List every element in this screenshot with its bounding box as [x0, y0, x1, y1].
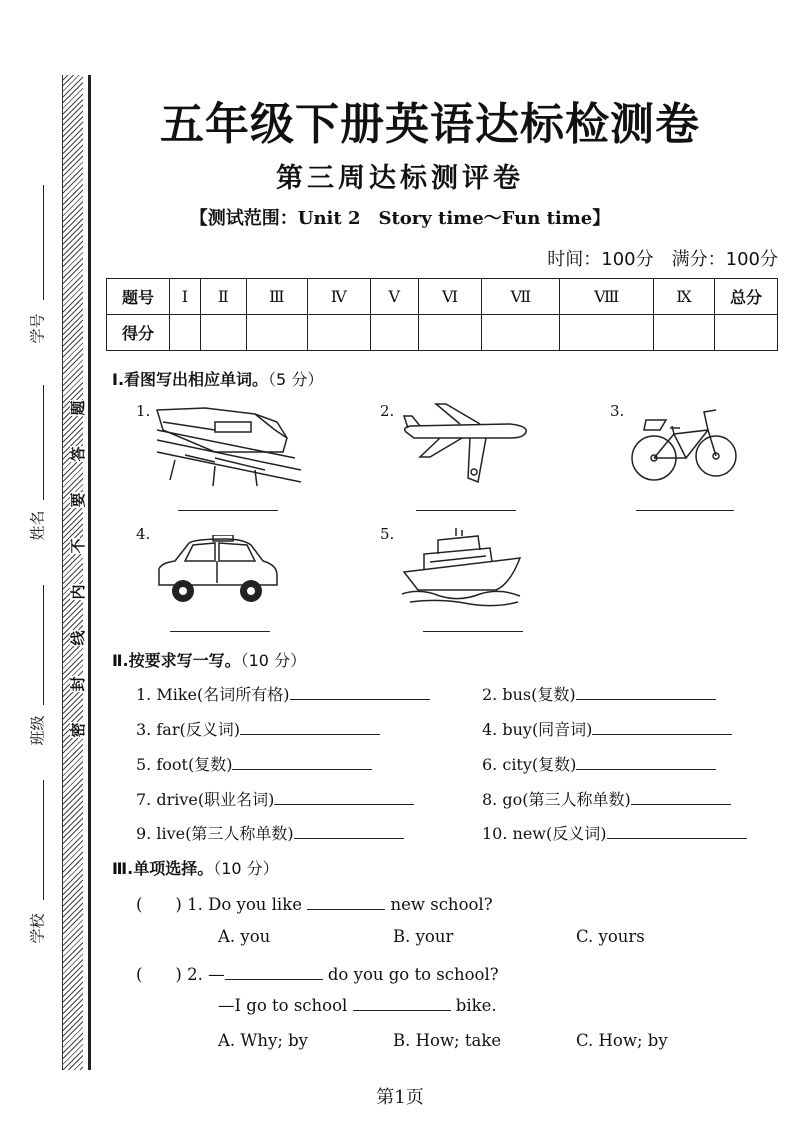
section-3-heading	[112, 856, 279, 879]
score-cell[interactable]	[170, 315, 201, 351]
notice-char: 密	[69, 722, 87, 738]
question-text: 2. bus(复数)	[482, 685, 576, 704]
answer-line[interactable]	[307, 909, 385, 910]
list-item	[136, 717, 380, 740]
question-text: bike.	[455, 996, 497, 1015]
page-number: 第1页	[376, 1087, 424, 1108]
notice-char: 线	[69, 630, 87, 646]
answer-line[interactable]	[232, 769, 372, 770]
train-icon	[155, 400, 303, 488]
question-1	[136, 891, 493, 915]
answer-line[interactable]	[423, 631, 523, 632]
answer-line[interactable]	[240, 734, 380, 735]
name-label: 姓名	[28, 510, 47, 541]
score-cell[interactable]	[370, 315, 418, 351]
list-item	[136, 682, 430, 705]
question-text: 6. city(复数)	[482, 755, 577, 774]
answer-line[interactable]	[170, 631, 270, 632]
question-text: 5. foot(复数)	[136, 755, 233, 774]
list-item	[482, 787, 731, 810]
answer-line[interactable]	[290, 699, 430, 700]
answer-line[interactable]	[592, 734, 732, 735]
name-line	[43, 385, 44, 500]
table-cell: 总分	[715, 279, 778, 315]
question-text: 10. new(反义词)	[482, 824, 607, 843]
airplane-icon	[400, 402, 530, 488]
binding-line	[88, 75, 91, 1070]
score-cell[interactable]	[200, 315, 246, 351]
option-c: C. How; by	[576, 1031, 668, 1050]
table-cell: Ⅸ	[653, 279, 714, 315]
score-cell[interactable]	[653, 315, 714, 351]
school-label: 学校	[28, 913, 47, 944]
score-cell[interactable]	[482, 315, 560, 351]
answer-line[interactable]	[353, 1010, 451, 1011]
answer-paren[interactable]: ( )	[136, 965, 182, 984]
question-text: 1. Mike(名词所有格)	[136, 685, 290, 704]
table-cell: Ⅶ	[482, 279, 560, 315]
option-b: B. your	[393, 927, 454, 946]
answer-paren[interactable]: ( )	[136, 895, 182, 914]
item-number: 1.	[136, 402, 151, 420]
question-text: —I go to school	[218, 996, 348, 1015]
notice-char: 题	[69, 400, 87, 416]
table-cell: 得分	[107, 315, 170, 351]
score-cell[interactable]	[560, 315, 653, 351]
notice-char: 封	[69, 676, 87, 692]
question-text: 8. go(第三人称单数)	[482, 790, 631, 809]
bicycle-icon	[630, 400, 740, 486]
answer-line[interactable]	[225, 979, 323, 980]
table-cell: Ⅴ	[370, 279, 418, 315]
section-1-title: Ⅰ.看图写出相应单词。	[112, 370, 269, 389]
page-subtitle: 第三周达标测评卷	[276, 163, 524, 194]
section-1-heading	[112, 367, 323, 390]
score-cell[interactable]	[246, 315, 307, 351]
score-table-header-row	[107, 279, 778, 315]
section-3-points: （10 分）	[213, 859, 279, 878]
answer-line[interactable]	[416, 510, 516, 511]
answer-line[interactable]	[631, 804, 731, 805]
answer-line[interactable]	[607, 838, 747, 839]
notice-char: 答	[69, 446, 87, 462]
item-number: 2.	[380, 402, 395, 420]
id-line	[43, 185, 44, 300]
answer-line[interactable]	[178, 510, 278, 511]
table-cell: Ⅷ	[560, 279, 653, 315]
score-table-score-row	[107, 315, 778, 351]
question-2-line2	[218, 996, 497, 1015]
table-cell: Ⅲ	[246, 279, 307, 315]
list-item	[482, 752, 716, 775]
list-item	[136, 752, 372, 775]
notice-char: 内	[69, 584, 87, 600]
test-range: 【测试范围：Unit 2 Story time～Fun time】	[189, 208, 611, 229]
list-item	[482, 682, 716, 705]
table-cell: Ⅱ	[200, 279, 246, 315]
list-item	[482, 821, 747, 844]
section-2-title: Ⅱ.按要求写一写。	[112, 651, 241, 670]
section-1-points: （5 分）	[268, 370, 324, 389]
student-id-label: 学号	[28, 313, 47, 344]
question-text: 1. Do you like	[187, 895, 302, 914]
answer-line[interactable]	[294, 838, 404, 839]
score-cell[interactable]	[418, 315, 481, 351]
class-line	[43, 585, 44, 705]
question-text: 9. live(第三人称单数)	[136, 824, 294, 843]
taxi-icon	[155, 535, 281, 605]
list-item	[482, 717, 732, 740]
time-info: 时间：100分 满分：100分	[547, 249, 778, 270]
binding-hatch	[62, 75, 83, 1070]
class-label: 班级	[28, 715, 47, 746]
option-b: B. How; take	[393, 1031, 502, 1050]
option-a: A. you	[218, 927, 271, 946]
option-a: A. Why; by	[218, 1031, 309, 1050]
answer-line[interactable]	[576, 769, 716, 770]
item-number: 3.	[610, 402, 625, 420]
page-title: 五年级下册英语达标检测卷	[160, 99, 700, 150]
question-text: do you go to school?	[327, 965, 499, 984]
question-text: 7. drive(职业名词)	[136, 790, 275, 809]
question-text: 2. —	[187, 965, 225, 984]
table-cell: Ⅵ	[418, 279, 481, 315]
ship-icon	[400, 528, 524, 608]
section-3-title: Ⅲ.单项选择。	[112, 859, 214, 878]
table-cell: 题号	[107, 279, 170, 315]
item-number: 5.	[380, 525, 395, 543]
question-2	[136, 961, 499, 985]
question-text: 4. buy(同音词)	[482, 720, 593, 739]
notice-char: 要	[69, 492, 87, 508]
item-number: 4.	[136, 525, 151, 543]
section-2-points: （10 分）	[240, 651, 307, 670]
table-cell: Ⅰ	[170, 279, 201, 315]
question-text: new school?	[390, 895, 493, 914]
school-line	[43, 780, 44, 900]
answer-line[interactable]	[636, 510, 734, 511]
answer-line[interactable]	[274, 804, 414, 805]
question-text: 3. far(反义词)	[136, 720, 240, 739]
list-item	[136, 821, 404, 844]
score-table	[106, 278, 778, 351]
score-cell[interactable]	[307, 315, 370, 351]
score-cell[interactable]	[715, 315, 778, 351]
answer-line[interactable]	[576, 699, 716, 700]
notice-char: 不	[69, 538, 87, 554]
list-item	[136, 787, 414, 810]
section-2-heading	[112, 648, 306, 671]
table-cell: Ⅳ	[307, 279, 370, 315]
option-c: C. yours	[576, 927, 645, 946]
